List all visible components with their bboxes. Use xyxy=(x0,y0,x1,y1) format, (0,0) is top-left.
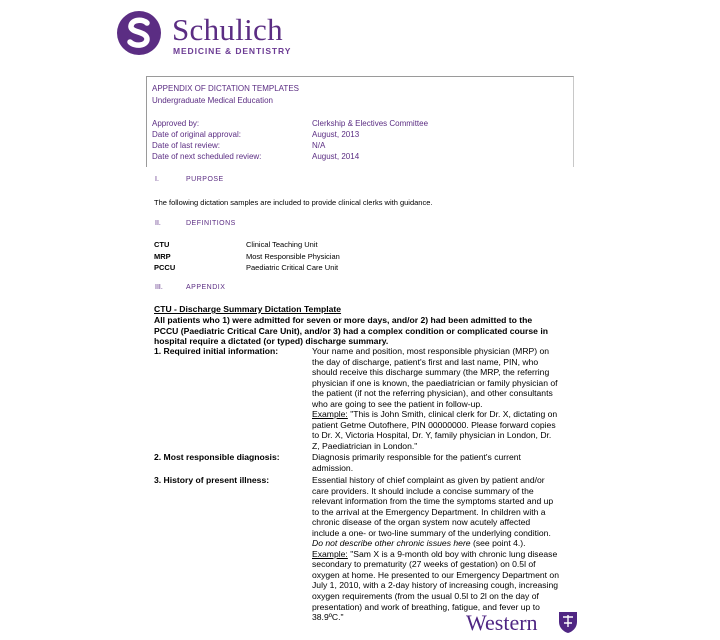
definition-description: Clinical Teaching Unit xyxy=(246,240,318,249)
section-number: I. xyxy=(155,176,159,183)
example-text: 38.9ºC." xyxy=(312,612,344,623)
desc-line: the day of discharge, patient's first and last name, PIN, who xyxy=(312,356,539,367)
desc-line: Essential history of chief complaint as given by patient and/or xyxy=(312,475,545,485)
definition-term: MRP xyxy=(154,252,171,261)
approved-by-label: Approved by: xyxy=(152,119,200,128)
desc-line: care providers. It should include a concise summary of the xyxy=(312,485,534,496)
desc-line: to the arrival at the Emergency Department. In children with a xyxy=(312,506,546,517)
example-text: "Sam X is a 9-month old boy with chronic lung disease xyxy=(347,548,558,559)
desc-line: Diagnosis primarily responsible for the patient's current xyxy=(312,452,521,462)
section-number: III. xyxy=(155,284,163,291)
next-review-value: August, 2014 xyxy=(312,152,360,161)
example-text: presentation) and work of breathing, fatigue, and fever up to xyxy=(312,601,540,612)
item-label-diagnosis: 2. Most responsible diagnosis: xyxy=(154,452,280,462)
definition-term: CTU xyxy=(154,240,170,249)
section-title-appendix: APPENDIX xyxy=(186,284,226,291)
desc-line: should receive this discharge summary (the MRP, the referring xyxy=(312,367,550,378)
desc-line: relevant information from the time the symptoms started and up xyxy=(312,496,554,507)
template-heading: CTU - Discharge Summary Dictation Template xyxy=(154,304,342,314)
item-label-required-info: 1. Required initial information: xyxy=(154,346,279,356)
example-text: secondary to prematurity (27 weeks of gestation) on 0.5l of xyxy=(312,559,536,570)
example-text: oxygen at home. He presented to our Emergency Department on xyxy=(312,569,559,580)
item-description-diagnosis xyxy=(312,452,574,473)
next-review-label: Date of next scheduled review: xyxy=(152,152,262,161)
section-title-purpose: PURPOSE xyxy=(186,176,224,183)
example-text: Z, Paediatrician in London." xyxy=(312,440,418,451)
example-line xyxy=(312,549,574,560)
original-approval-value: August, 2013 xyxy=(312,130,360,139)
italic-note: Do not describe other chronic issues here xyxy=(312,538,471,549)
approved-by-value: Clerkship & Electives Committee xyxy=(312,119,429,128)
western-logo-wordmark: Western xyxy=(466,610,538,635)
item-description-required-info xyxy=(312,346,574,451)
original-approval-label: Date of original approval: xyxy=(152,130,241,139)
example-label: Example: xyxy=(312,409,348,420)
purpose-text: The following dictation samples are included to provide clinical clerks with guidance. xyxy=(154,198,433,207)
intro-line: hospital require a dictated (or typed) discharge summary. xyxy=(154,336,389,347)
section-number: II. xyxy=(155,220,161,227)
last-review-value: N/A xyxy=(312,141,326,150)
example-text: "This is John Smith, clinical clerk for Dr. X, dictating on xyxy=(347,409,558,420)
document-title: APPENDIX OF DICTATION TEMPLATES xyxy=(152,84,299,93)
definition-description: Paediatric Critical Care Unit xyxy=(246,263,339,272)
desc-line: admission. xyxy=(312,462,354,473)
document-subtitle: Undergraduate Medical Education xyxy=(152,96,273,105)
logo-wordmark: Schulich xyxy=(172,12,283,47)
italic-note-tail: (see point 4.). xyxy=(470,538,526,549)
desc-line: chronic disease of the organ system now acutely affected xyxy=(312,517,531,528)
definition-term: PCCU xyxy=(154,263,176,272)
item-description-history xyxy=(312,475,574,623)
section-title-definitions: DEFINITIONS xyxy=(186,220,236,227)
example-text: July 1, 2010, with a 2-day history of increasing cough, increasing xyxy=(312,580,559,591)
desc-line: Your name and position, most responsible physician (MRP) on xyxy=(312,346,550,356)
desc-line: the patient (if not the referring physician), and other consultants xyxy=(312,388,553,399)
template-intro xyxy=(154,315,548,347)
example-text: patient Getme Outofhere, PIN 00000000. Please forward copies xyxy=(312,419,556,430)
desc-line: physician if one is known, the paediatrician or family physician of xyxy=(312,377,558,388)
definition-description: Most Responsible Physician xyxy=(246,252,340,261)
intro-line: All patients who 1) were admitted for seven or more days, and/or 2) had been admitted to the xyxy=(154,315,533,325)
example-text: oxygen requirements (from the usual 0.5l to 2l on the day of xyxy=(312,591,539,602)
schulich-logo-icon xyxy=(116,10,162,56)
italic-note-line xyxy=(312,538,574,549)
desc-line: include a one- or two-line summary of the underlying condition. xyxy=(312,527,551,538)
western-crest-icon xyxy=(558,610,578,634)
desc-line: who are going to see the patient in follow-up. xyxy=(312,398,483,409)
example-text: to Dr. X, Victoria Hospital, Dr. Y, family physician in London, Dr. xyxy=(312,430,552,441)
last-review-label: Date of last review: xyxy=(152,141,221,150)
item-label-history: 3. History of present illness: xyxy=(154,475,270,485)
example-line xyxy=(312,409,574,420)
logo-subtitle: MEDICINE & DENTISTRY xyxy=(173,46,292,56)
intro-line: PCCU (Paediatric Critical Care Unit), and/or 3) had a complex condition or complicated course in xyxy=(154,325,548,336)
example-label: Example: xyxy=(312,548,348,559)
